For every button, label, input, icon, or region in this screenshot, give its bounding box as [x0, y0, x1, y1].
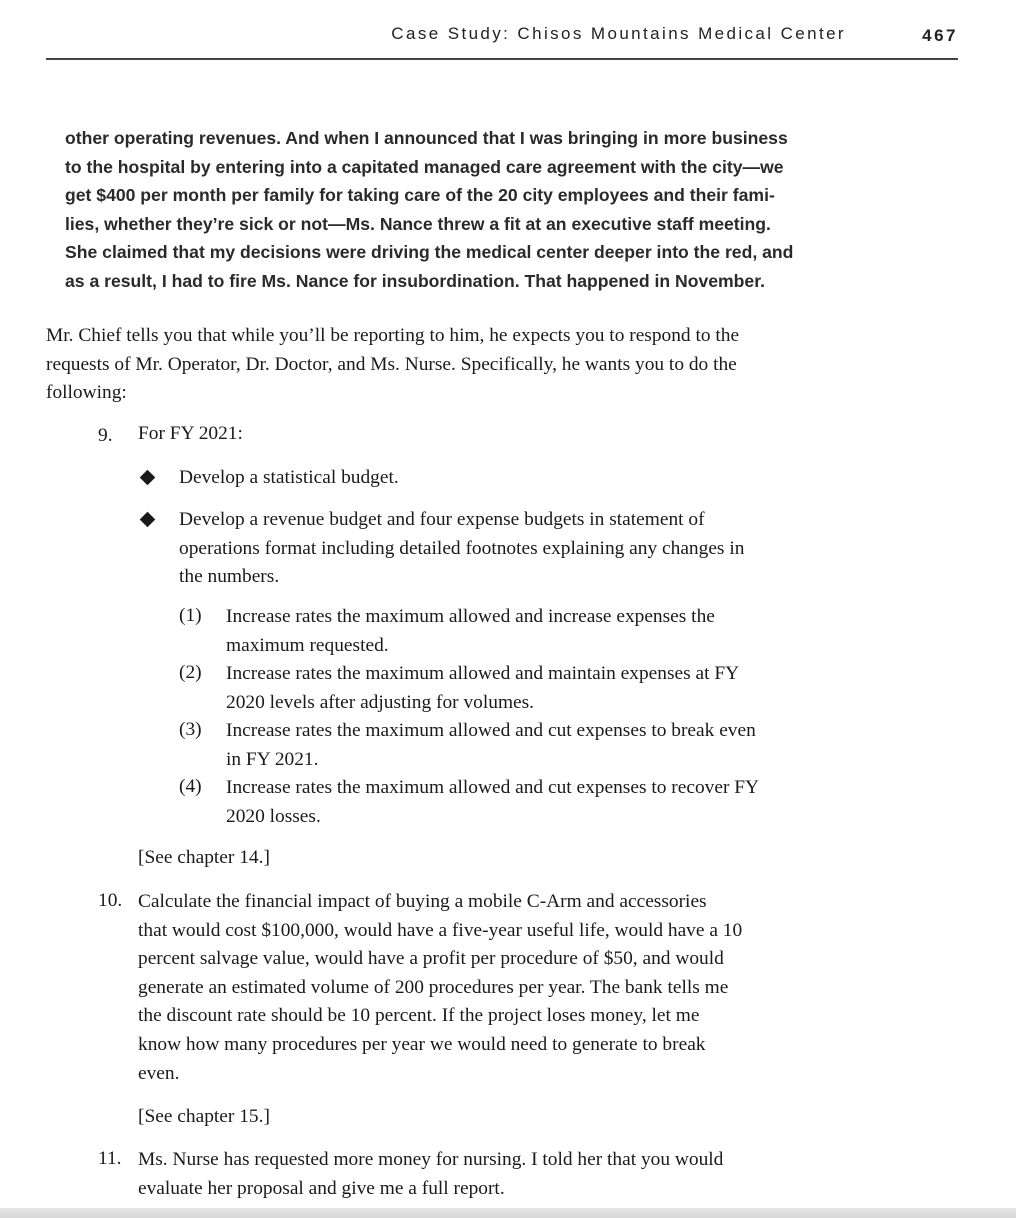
item-line: that would cost $100,000, would have a five-year useful life, would have a 10 — [138, 919, 743, 941]
running-header — [46, 22, 958, 60]
subitem-line: Increase rates the maximum allowed and increase expenses the — [226, 606, 715, 627]
intro-line: following: — [46, 382, 127, 404]
subitem-number: (1) — [179, 605, 202, 626]
intro-line: requests of Mr. Operator, Dr. Doctor, and Ms. Nurse. Specifically, he wants you to do the — [46, 353, 737, 375]
reference-text: [See chapter 14.] — [138, 847, 270, 868]
item-9-title — [138, 420, 243, 449]
bullet-statistical-budget — [179, 464, 399, 493]
subitem-2 — [226, 660, 739, 717]
subitem-3 — [226, 717, 756, 774]
item-11-text — [138, 1146, 723, 1203]
bullet-line: operations format including detailed footnotes explaining any changes in — [179, 537, 745, 559]
intro-line: Mr. Chief tells you that while you’ll be reporting to him, he expects you to respond to the — [46, 325, 740, 346]
bullet-line: Develop a revenue budget and four expense budgets in statement of — [179, 509, 705, 530]
bullet-revenue-budget — [179, 506, 744, 592]
quote-line: lies, whether they’re sick or not—Ms. Nance threw a fit at an executive staff meeting. — [65, 213, 771, 234]
diamond-bullet-icon — [140, 512, 156, 528]
item-10-number: 10. — [98, 890, 123, 911]
page-number: 467 — [922, 26, 958, 45]
reference-text: [See chapter 15.] — [138, 1106, 270, 1127]
item-line: Calculate the financial impact of buying a mobile C-Arm and accessories — [138, 891, 707, 912]
item-line: evaluate her proposal and give me a full report. — [138, 1177, 505, 1199]
bullet-line: the numbers. — [179, 566, 280, 588]
intro-paragraph — [46, 322, 826, 408]
subitem-number: (4) — [179, 776, 202, 797]
item-line: know how many procedures per year we would need to generate to break — [138, 1033, 706, 1055]
subitem-line: Increase rates the maximum allowed and cut expenses to break even — [226, 720, 756, 741]
chapter-reference — [138, 844, 270, 873]
item-line: generate an estimated volume of 200 procedures per year. The bank tells me — [138, 976, 729, 998]
item-10-text — [138, 888, 742, 1088]
quote-line: get $400 per month per family for taking care of the 20 city employees and their fami- — [65, 185, 775, 206]
quoted-statement — [65, 124, 805, 296]
subitem-1 — [226, 603, 715, 660]
quote-line: She claimed that my decisions were driving the medical center deeper into the red, and — [65, 242, 794, 263]
quote-line: other operating revenues. And when I announced that I was bringing in more business — [65, 128, 788, 148]
subitem-line: maximum requested. — [226, 634, 389, 656]
item-line: percent salvage value, would have a profit per procedure of $50, and would — [138, 948, 724, 970]
bullet-text: Develop a statistical budget. — [179, 467, 399, 488]
quote-line: to the hospital by entering into a capitated managed care agreement with the city—we — [65, 156, 784, 177]
item-line: even. — [138, 1062, 180, 1084]
subitem-line: Increase rates the maximum allowed and cut expenses to recover FY — [226, 777, 760, 798]
subitem-number: (2) — [179, 662, 202, 683]
item-11-number: 11. — [98, 1148, 122, 1169]
page-edge — [0, 1208, 1016, 1218]
quote-line: as a result, I had to fire Ms. Nance for insubordination. That happened in November. — [65, 270, 765, 291]
chapter-reference — [138, 1103, 270, 1132]
subitem-4 — [226, 774, 759, 831]
subitem-line: 2020 levels after adjusting for volumes. — [226, 691, 535, 713]
item-9-number: 9. — [98, 425, 113, 446]
subitem-number: (3) — [179, 719, 202, 740]
subitem-line: in FY 2021. — [226, 748, 319, 770]
subitem-line: 2020 losses. — [226, 805, 321, 827]
subitem-line: Increase rates the maximum allowed and maintain expenses at FY — [226, 663, 740, 684]
item-line: the discount rate should be 10 percent. If the project loses money, let me — [138, 1005, 700, 1027]
item-line: Ms. Nurse has requested more money for nursing. I told her that you would — [138, 1149, 724, 1170]
item-9-title-text: For FY 2021: — [138, 423, 243, 444]
running-title: Case Study: Chisos Mountains Medical Center — [391, 24, 846, 43]
diamond-bullet-icon — [140, 470, 156, 486]
